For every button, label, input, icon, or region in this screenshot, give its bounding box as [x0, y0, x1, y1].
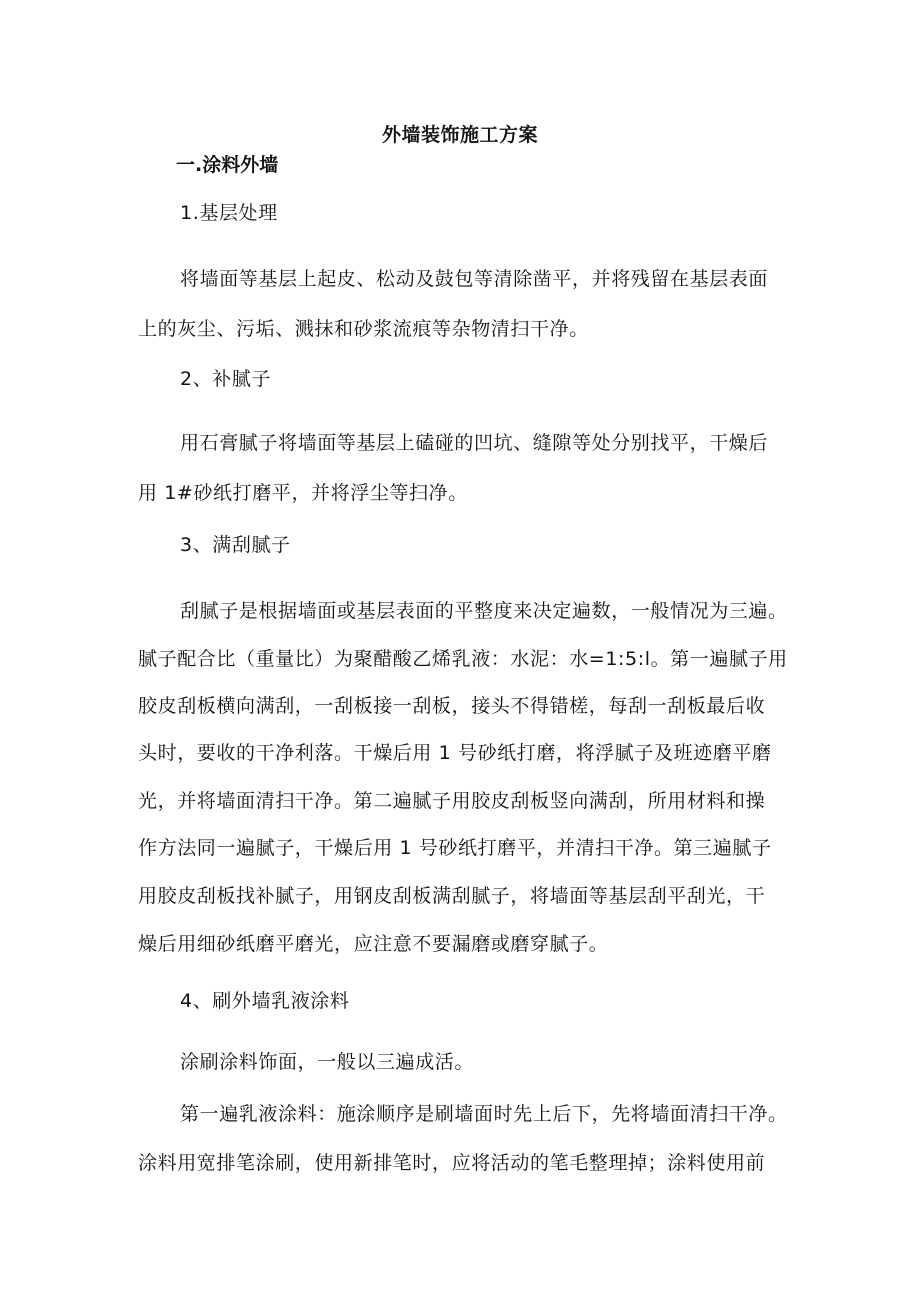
paragraph-line: 光，并将墙面清扫干净。第二遍腻子用胶皮刮板竖向满刮，所用材料和操 — [138, 790, 766, 812]
item-heading-base-treatment: 1.基层处理 — [180, 202, 278, 224]
paragraph-line: 涂料用宽排笔涂刷，使用新排笔时，应将活动的笔毛整理掉；涂料使用前 — [138, 1152, 766, 1174]
paragraph-line: 用 1#砂纸打磨平，并将浮尘等扫净。 — [138, 482, 468, 504]
section-heading-coating-wall: 一.涂料外墙 — [176, 154, 279, 176]
paragraph-line: 头时，要收的干净利落。干燥后用 1 号砂纸打磨，将浮腻子及班迹磨平磨 — [138, 742, 772, 764]
item-heading-patch-putty: 2、补腻子 — [180, 368, 272, 390]
paragraph-line: 燥后用细砂纸磨平磨光，应注意不要漏磨或磨穿腻子。 — [138, 933, 609, 955]
paragraph-line: 胶皮刮板横向满刮，一刮板接一刮板，接头不得错槎，每刮一刮板最后收 — [138, 695, 766, 717]
paragraph-line: 上的灰尘、污垢、溅抹和砂浆流痕等杂物清扫干净。 — [138, 318, 589, 340]
paragraph-line: 作方法同一遍腻子，干燥后用 1 号砂纸打磨平，并清扫干净。第三遍腻子 — [138, 837, 772, 859]
paragraph-line: 将墙面等基层上起皮、松动及鼓包等清除凿平，并将残留在基层表面 — [180, 268, 769, 290]
paragraph-line: 腻子配合比（重量比）为聚醋酸乙烯乳液：水泥：水=1:5:l。第一遍腻子用 — [138, 648, 788, 670]
paragraph-line: 涂刷涂料饰面，一般以三遍成活。 — [180, 1051, 475, 1073]
item-heading-latex-paint: 4、刷外墙乳液涂料 — [180, 990, 350, 1012]
paragraph-line: 刮腻子是根据墙面或基层表面的平整度来决定遍数，一般情况为三遍。 — [180, 600, 788, 622]
paragraph-line: 用石膏腻子将墙面等基层上磕碰的凹坑、缝隙等处分别找平，干燥后 — [180, 432, 769, 454]
paragraph-line: 第一遍乳液涂料：施涂顺序是刷墙面时先上后下，先将墙面清扫干净。 — [180, 1103, 788, 1125]
paragraph-line: 用胶皮刮板找补腻子，用钢皮刮板满刮腻子，将墙面等基层刮平刮光，干 — [138, 885, 766, 907]
item-heading-full-putty: 3、满刮腻子 — [180, 534, 291, 556]
document-title: 外墙装饰施工方案 — [381, 124, 538, 146]
